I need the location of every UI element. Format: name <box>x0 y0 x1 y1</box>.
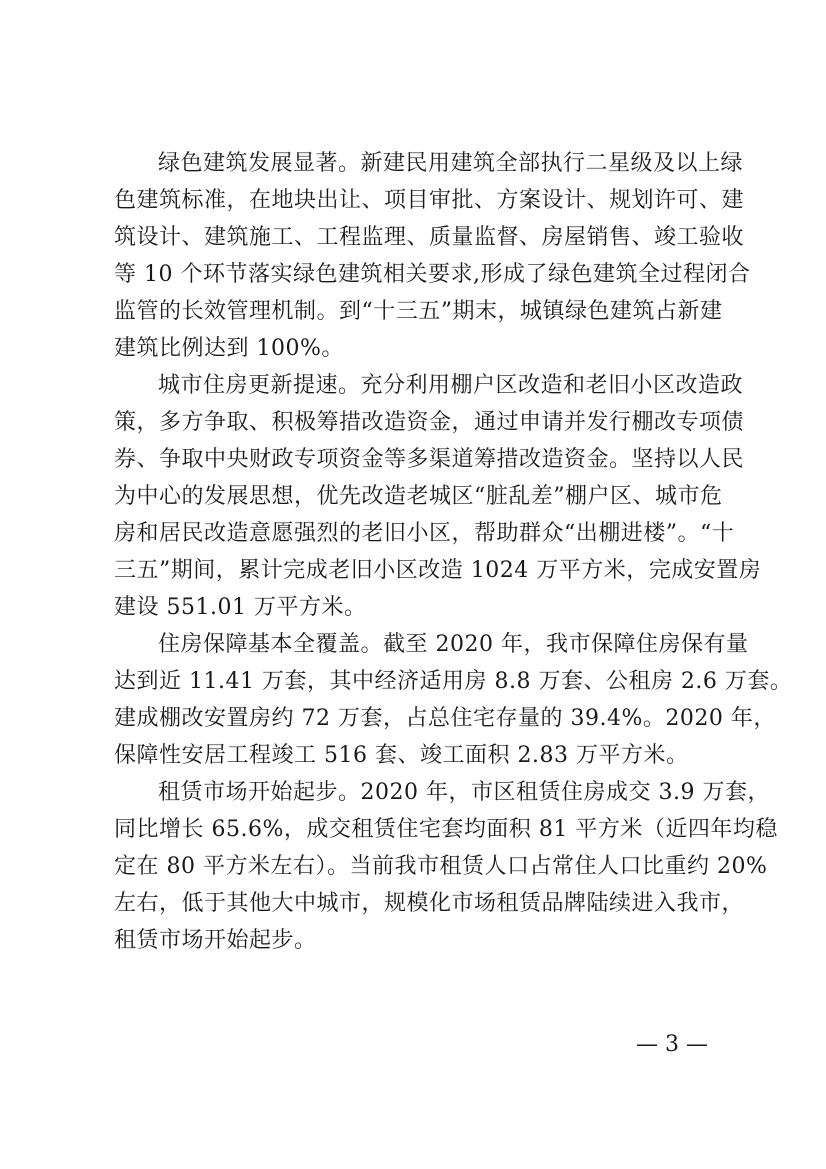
text-line: 租赁市场开始起步。 <box>114 928 317 953</box>
text-line: 房和居民改造意愿强烈的老旧小区，帮助群众“出棚进楼”。“十 <box>114 521 735 546</box>
paragraph-green-building <box>114 145 751 367</box>
page-number: — 3 — <box>636 1032 708 1057</box>
text-line: 等 10 个环节落实绿色建筑相关要求,形成了绿色建筑全过程闭合 <box>114 262 751 287</box>
text-line: 三五”期间，累计完成老旧小区改造 1024 万平方米，完成安置房 <box>114 558 762 583</box>
paragraph-rental-market <box>114 774 778 959</box>
text-line: 绿色建筑发展显著。新建民用建筑全部执行二星级及以上绿 <box>158 151 744 176</box>
text-line: 建设 551.01 万平方米。 <box>114 595 367 620</box>
text-line: 色建筑标准，在地块出让、项目审批、方案设计、规划许可、建 <box>114 188 745 213</box>
paragraph-housing-security <box>114 626 793 774</box>
text-line: 住房保障基本全覆盖。截至 2020 年，我市保障住房保有量 <box>158 632 749 657</box>
text-line: 监管的长效管理机制。到“十三五”期末，城镇绿色建筑占新建 <box>114 299 723 324</box>
body-text <box>114 145 793 959</box>
paragraph-housing-renewal <box>114 367 762 626</box>
text-line: 城市住房更新提速。充分利用棚户区改造和老旧小区改造政 <box>158 373 744 398</box>
text-line: 建筑比例达到 100%。 <box>114 336 344 361</box>
text-line: 券、争取中央财政专项资金等多渠道筹措改造资金。坚持以人民 <box>114 447 745 472</box>
text-line: 策，多方争取、积极筹措改造资金，通过申请并发行棚改专项债 <box>114 410 745 435</box>
text-line: 左右，低于其他大中城市，规模化市场租赁品牌陆续进入我市， <box>114 891 745 916</box>
text-line: 同比增长 65.6%，成交租赁住宅套均面积 81 平方米（近四年均稳 <box>114 817 778 842</box>
text-line: 定在 80 平方米左右）。当前我市租赁人口占常住人口比重约 20% <box>114 854 768 879</box>
text-line: 为中心的发展思想，优先改造老城区“脏乱差”棚户区、城市危 <box>114 484 723 509</box>
text-line: 建成棚改安置房约 72 万套，占总住宅存量的 39.4%。2020 年， <box>114 706 776 731</box>
text-line: 筑设计、建筑施工、工程监理、质量监督、房屋销售、竣工验收 <box>114 225 745 250</box>
text-line: 租赁市场开始起步。2020 年，市区租赁住房成交 3.9 万套， <box>158 780 770 805</box>
text-line: 保障性安居工程竣工 516 套、竣工面积 2.83 万平方米。 <box>114 743 689 768</box>
text-line: 达到近 11.41 万套，其中经济适用房 8.8 万套、公租房 2.6 万套。 <box>114 669 793 694</box>
